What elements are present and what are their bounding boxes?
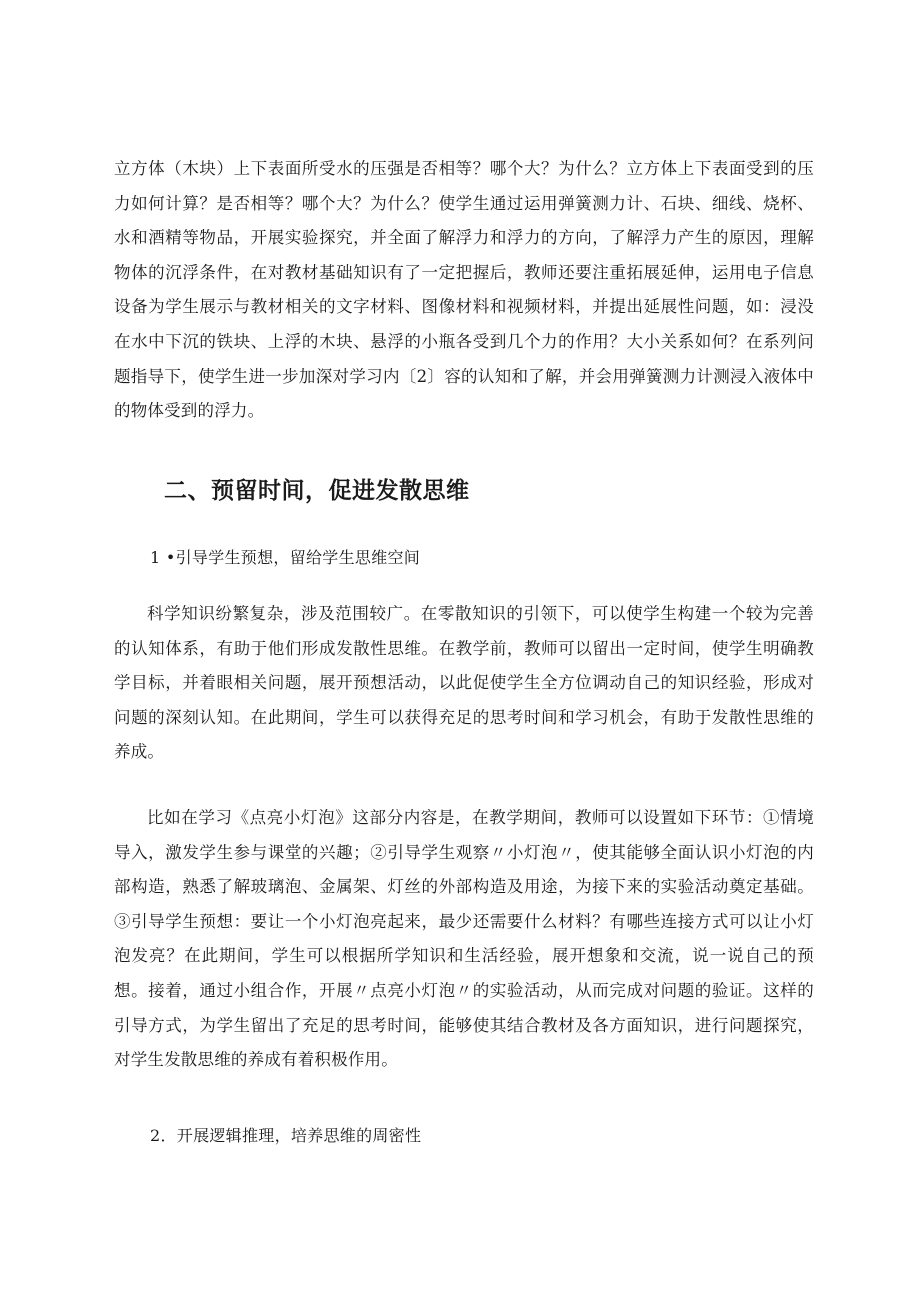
body-paragraph: 立方体（木块）上下表面所受水的压强是否相等？哪个大？为什么？立方体上下表面受到的压力如何计算？是否相等？哪个大？为什么？使学生通过运用弹簧测力计、石块、细线、烧杯、水和酒精等物品，开展实验探究，并全面了解浮力和浮力的方向，了解浮力产生的原因，理解物体的沉浮条件，在对教材基础知识有了一定把握后，教师还要注重拓展延伸，运用电子信息设备为学生展示与教材相关的文字材料、图像材料和视频材料，并提出延展性问题，如：浸没在水中下沉的铁块、上浮的木块、悬浮的小瓶各受到几个力的作用？大小关系如何？在系列问题指导下，使学生进一步加深对学习内〔2〕容的认知和了解，并会用弹簧测力计测浸入液体中的物体受到的浮力。 [114, 159, 814, 421]
section-heading: 二、预留时间，促进发散思维 [164, 477, 470, 504]
body-paragraph: 科学知识纷繁复杂，涉及范围较广。在零散知识的引领下，可以使学生构建一个较为完善的认知体系，有助于他们形成发散性思维。在教学前，教师可以留出一定时间，使学生明确教学目标，并着眼相关问题，展开预想活动，以此促使学生全方位调动自己的知识经验，形成对问题的深刻认知。在此期间，学生可以获得充足的思考时间和学习机会，有助于发散性思维的养成。 [114, 604, 814, 762]
subsection-heading: 1 •引导学生预想，留给学生思维空间 [150, 548, 421, 567]
body-paragraph: 比如在学习《点亮小灯泡》这部分内容是，在教学期间，教师可以设置如下环节：①情境导入，激发学生参与课堂的兴趣；②引导学生观察〃小灯泡〃，使其能够全面认识小灯泡的内部构造，熟悉了解玻璃泡、金属架、灯丝的外部构造及用途，为接下来的实验活动奠定基础。③引导学生预想：要让一个小灯泡亮起来，最少还需要什么材料？有哪些连接方式可以让小灯泡发亮？在此期间，学生可以根据所学知识和生活经验，展开想象和交流，说一说自己的预想。接着，通过小组合作，开展〃点亮小灯泡〃的实验活动，从而完成对问题的验证。这样的引导方式，为学生留出了充足的思考时间，能够使其结合教材及各方面知识，进行问题探究，对学生发散思维的养成有着积极作用。 [114, 808, 814, 1070]
subsection-heading: 2．开展逻辑推理，培养思维的周密性 [150, 1126, 422, 1145]
